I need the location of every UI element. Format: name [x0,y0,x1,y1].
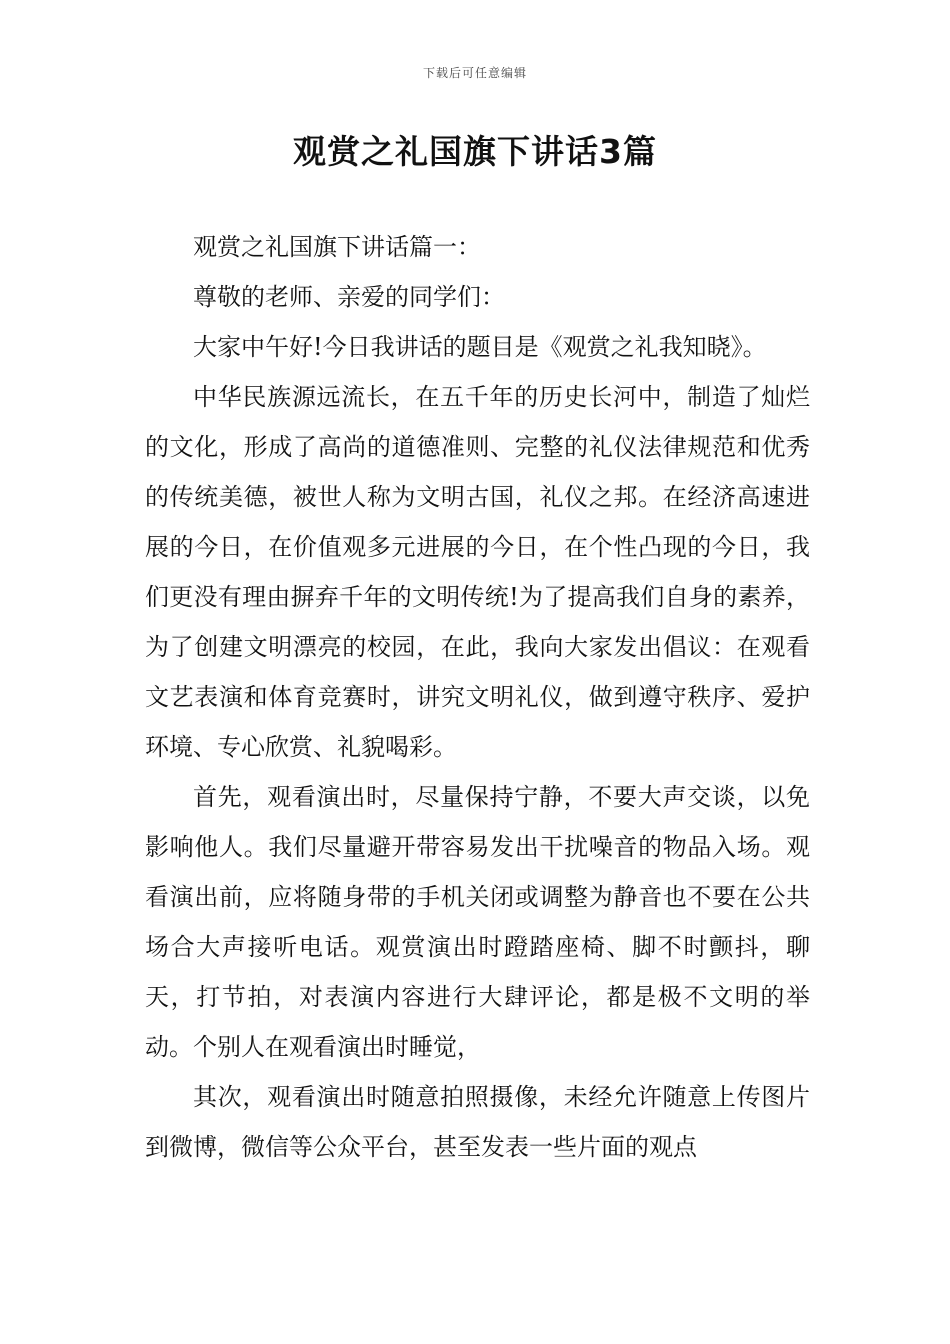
paragraph-introduction: 中华民族源远流长，在五千年的历史长河中，制造了灿烂的文化，形成了高尚的道德准则、完整的礼仪法律规范和优秀的传统美德，被世人称为文明古国，礼仪之邦。在经济高速进展的今日，在价值观多元进展的今日，在个性凸现的今日，我们更没有理由摒弃千年的文明传统!为了提高我们自身的素养，为了创建文明漂亮的校园，在此，我向大家发出倡议：在观看文艺表演和体育竞赛时，讲究文明礼仪，做到遵守秩序、爱护环境、专心欣赏、礼貌喝彩。 [145,383,810,761]
paragraph-first-point: 首先，观看演出时，尽量保持宁静，不要大声交谈，以免影响他人。我们尽量避开带容易发出干扰噪音的物品入场。观看演出前，应将随身带的手机关闭或调整为静音也不要在公共场合大声接听电话。观赏演出时蹬踏座椅、脚不时颤抖，聊天，打节拍，对表演内容进行大肆评论，都是极不文明的举动。个别人在观看演出时睡觉， [145,783,810,1061]
paragraph-greeting: 大家中午好!今日我讲话的题目是《观赏之礼我知晓》。 [193,333,767,361]
paragraph-section-heading: 观赏之礼国旗下讲话篇一： [193,233,481,261]
paragraph-second-point: 其次，观看演出时随意拍照摄像，未经允许随意上传图片到微博，微信等公众平台，甚至发表一些片面的观点 [145,1083,810,1161]
paragraph-salutation: 尊敬的老师、亲爱的同学们： [193,283,505,311]
document-body [145,222,810,1172]
document-title: 观赏之礼国旗下讲话3篇 [293,132,657,171]
page-header-note: 下载后可任意编辑 [422,66,527,80]
